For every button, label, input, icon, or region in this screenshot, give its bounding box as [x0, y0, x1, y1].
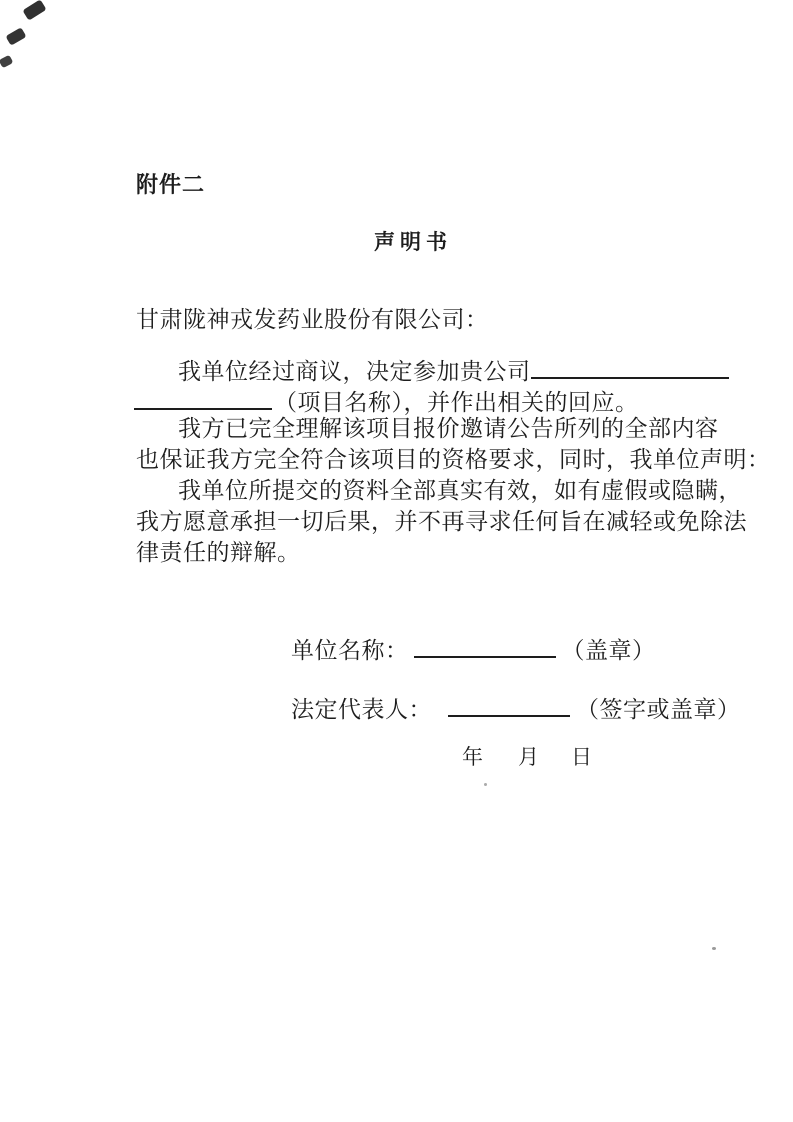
date-year-label: 年	[462, 745, 484, 769]
body-line-project-invite	[178, 354, 729, 385]
scan-artifact-mark	[5, 27, 26, 46]
date-month-label: 月	[518, 745, 540, 769]
company-name-label: 单位名称：	[291, 638, 409, 663]
blank-field-project-name	[531, 354, 729, 379]
scan-artifact-mark	[22, 0, 46, 21]
body-text: （项目名称），并作出相关的回应。	[274, 390, 639, 415]
recipient-line: 甘肃陇神戎发药业股份有限公司：	[136, 307, 489, 332]
blank-field-company-name	[414, 633, 556, 658]
body-line: 我单位所提交的资料全部真实有效，如有虚假或隐瞒，	[178, 478, 742, 503]
body-line: 律责任的辩解。	[136, 540, 301, 565]
scan-artifact-mark	[0, 55, 13, 69]
signature-row-company	[291, 633, 656, 664]
body-line-project-name	[134, 385, 639, 416]
legal-rep-label: 法定代表人：	[291, 697, 432, 722]
body-line: 也保证我方完全符合该项目的资格要求，同时，我单位声明：	[136, 447, 771, 472]
signature-row-legal-rep	[291, 692, 741, 723]
scan-speck	[712, 947, 716, 950]
blank-field-legal-rep	[448, 692, 570, 717]
body-line: 我方愿意承担一切后果，并不再寻求任何旨在减轻或免除法	[136, 509, 747, 534]
legal-rep-sign-note: （签字或盖章）	[576, 697, 741, 722]
date-line	[0, 744, 793, 772]
blank-field-project-name-continued	[134, 385, 272, 410]
document-title: 声明书	[374, 230, 452, 254]
attachment-label: 附件二	[136, 172, 206, 197]
body-line: 我方已完全理解该项目报价邀请公告所列的全部内容	[178, 416, 719, 441]
scan-speck	[484, 783, 487, 786]
company-seal-note: （盖章）	[561, 638, 656, 663]
body-text: 我单位经过商议，决定参加贵公司	[178, 359, 531, 384]
date-day-label: 日	[571, 745, 593, 769]
